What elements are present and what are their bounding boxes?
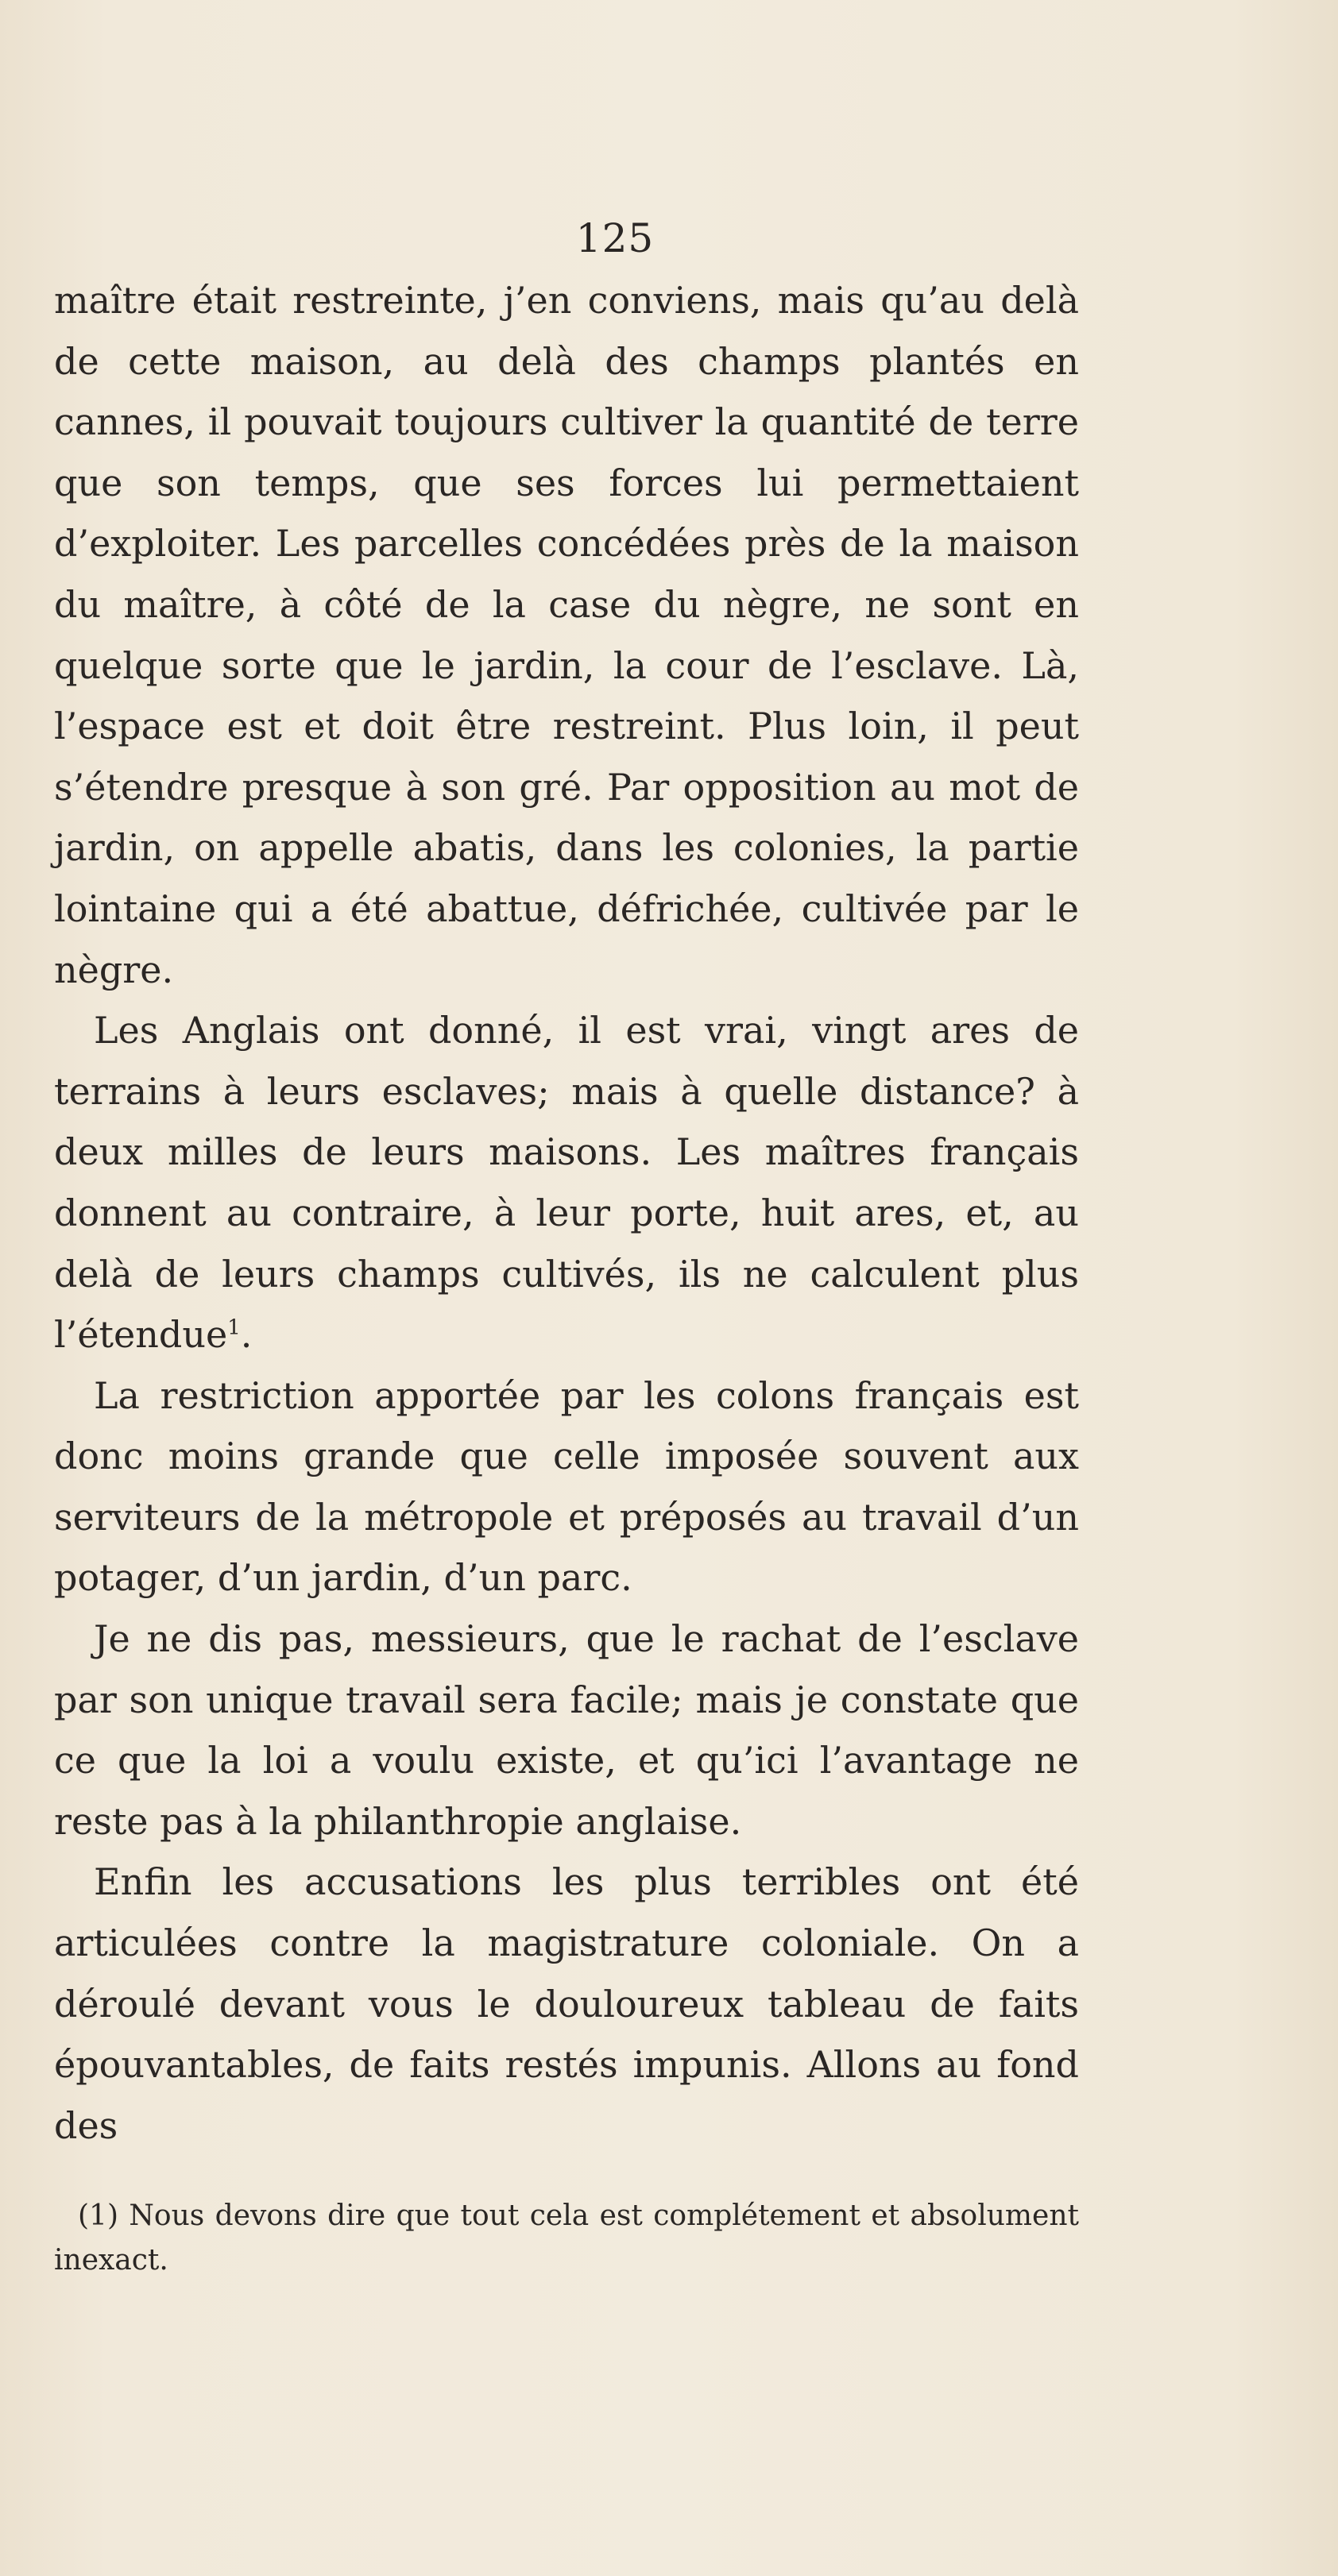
paragraph-2 [54,1000,1079,1365]
body-text [54,270,1079,2156]
paragraph-3: La restriction apportée par les colons français est donc moins grande que celle imposée souvent aux serviteurs de la métropole et préposés au travail d’un potager, d’un jardin, d’un parc. [54,1373,1079,1600]
footnote-marker: (1) [78,2199,118,2232]
footnote-reference: 1 [227,1315,241,1340]
paragraph-2-text: Les Anglais ont donné, il est vrai, vingt ares de terrains à leurs esclaves; mais à quelle distance? à deux milles de leurs maisons. Les maîtres français donnent au contraire, à leur porte, huit ares, et, au delà de leurs champs cultivés, ils ne calculent plus l’étendue [54,1009,1079,1357]
footnote-text: Nous devons dire que tout cela est complétement et absolument inexact. [54,2199,1079,2277]
paragraph-2-end: . [240,1313,253,1357]
paragraph-5: Enfin les accusations les plus terribles ont été articulées contre la magistrature coloniale. On a déroulé devant vous le douloureux tableau de faits épouvantables, de faits restés impunis. Allons au fond des [54,1860,1079,2147]
footnote [54,2194,1079,2283]
paragraph-4: Je ne dis pas, messieurs, que le rachat de l’esclave par son unique travail sera facile; mais je constate que ce que la loi a voulu existe, et qu’ici l’avantage ne reste pas à la philanthropie anglaise. [54,1617,1079,1843]
paragraph-1: maître était restreinte, j’en conviens, mais qu’au delà de cette maison, au delà des champs plantés en cannes, il pouvait toujours cultiver la quantité de terre que son temps, que ses forces lui permettaient d’exploiter. Les parcelles concédées près de la maison du maître, à côté de la case du nègre, ne sont en quelque sorte que le jardin, la cour de l’esclave. Là, l’espace est et doit être restreint. Plus loin, il peut s’étendre presque à son gré. Par opposition au mot de jardin, on appelle abatis, dans les colonies, la partie lointaine qui a été abattue, défrichée, cultivée par le nègre. [54,279,1079,991]
page-number: 125 [575,215,655,261]
